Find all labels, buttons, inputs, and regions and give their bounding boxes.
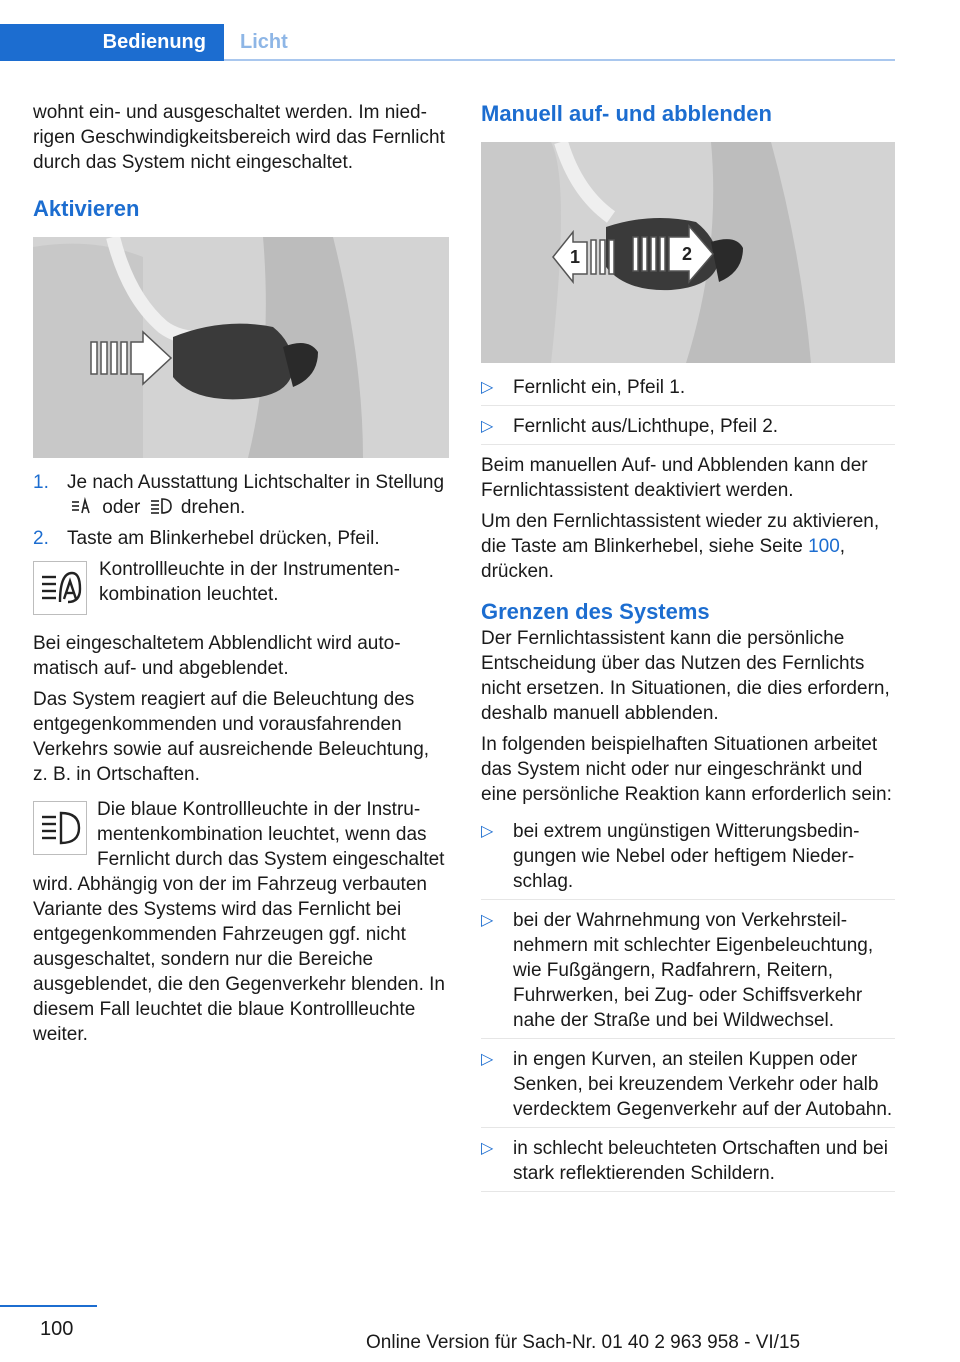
bullet-text: Fernlicht aus/Lichthupe, Pfeil 2. bbox=[513, 416, 779, 437]
bullet-text: Fernlicht ein, Pfeil 1. bbox=[513, 377, 686, 398]
indicator-box-auto bbox=[33, 561, 87, 615]
list-item bbox=[481, 819, 895, 900]
bullet-text: bei extrem ungünstigen Witterungsbedingungen wie Nebel oder heftigem Niederschlag. bbox=[513, 821, 860, 892]
footer-version-text: Online Version für Sach-Nr. 01 40 2 963 958 - VI/15 bbox=[366, 1332, 801, 1353]
paragraph-auto-dim: Bei eingeschaltetem Abblendlicht wird automatisch auf- und abgeblendet. bbox=[33, 633, 401, 679]
list-item bbox=[481, 1047, 895, 1128]
step-text-b: drehen. bbox=[180, 497, 246, 518]
triangle-bullet-icon: ▷ bbox=[481, 379, 494, 396]
bullet-text: in schlecht beleuchteten Ortschaften und bei stark reflektierenden Schildern. bbox=[513, 1138, 888, 1184]
figure-lever-push bbox=[33, 237, 449, 458]
intro-paragraph: wohnt ein- und ausgeschaltet werden. Im niedrigen Geschwindigkeitsbereich wird das Fernlicht durch das System nicht eingeschaltet. bbox=[33, 102, 445, 173]
note-text-1: Kontrollleuchte in der Instrumentenkombination leuchtet. bbox=[99, 559, 400, 605]
high-beam-assistant-icon bbox=[38, 569, 82, 607]
indicator-box-highbeam bbox=[33, 801, 87, 855]
triangle-bullet-icon: ▷ bbox=[481, 1051, 494, 1068]
bullet-text: bei der Wahrnehmung von Verkehrsteilnehmern mit schlechter Eigenbeleuchtung, wie Fußgängern, Radfahrern, Reitern, Fuhrwerken, bei Zug- oder Schiffsverkehr nahe der Straße und bei Wildwechsel. bbox=[513, 910, 874, 1031]
paragraph-situations: In folgenden beispielhaften Situationen arbeitet das System nicht oder nur eingeschränkt und eine persönliche Reaktion kann erforderlich sein: bbox=[481, 734, 892, 805]
page-number: 100 bbox=[40, 1318, 74, 1340]
tab-bedienung[interactable]: Bedienung bbox=[0, 24, 224, 61]
step-item-2 bbox=[33, 526, 449, 551]
triangle-bullet-icon: ▷ bbox=[481, 823, 494, 840]
reactivate-text-b: , drücken. bbox=[481, 536, 846, 582]
paragraph-limits: Der Fernlichtassistent kann die persönliche Entscheidung über das Nutzen des Fernlichts nicht ersetzen. In Situationen, die dies erfordern, deshalb manuell abblenden. bbox=[481, 628, 890, 724]
manual-bullets bbox=[481, 375, 895, 445]
heading-aktivieren: Aktivieren bbox=[33, 196, 140, 221]
footer-rule bbox=[0, 1305, 97, 1307]
step-number: 1. bbox=[33, 472, 49, 493]
figure-lever-arrows bbox=[481, 142, 895, 363]
tab-licht[interactable]: Licht bbox=[240, 31, 288, 53]
paragraph-system-reacts: Das System reagiert auf die Beleuchtung des entgegenkommenden und vorausfahrenden Verkehrs sowie auf ausreichende Beleuchtung, z. B. in Ortschaften. bbox=[33, 689, 430, 785]
activation-steps bbox=[33, 470, 449, 551]
triangle-bullet-icon: ▷ bbox=[481, 1140, 494, 1157]
left-column bbox=[33, 100, 449, 1053]
list-item bbox=[481, 908, 895, 1039]
arrow-label-2: 2 bbox=[682, 244, 693, 264]
reactivate-text-a: Um den Fernlichtassistent wieder zu aktivieren, die Taste am Blinkerhebel, siehe Seite bbox=[481, 511, 880, 557]
triangle-bullet-icon: ▷ bbox=[481, 418, 494, 435]
high-beam-indicator-icon bbox=[38, 809, 82, 847]
step-text-or: oder bbox=[102, 497, 141, 518]
note-block-1 bbox=[33, 557, 449, 619]
step-number: 2. bbox=[33, 528, 49, 549]
note-block-2 bbox=[33, 797, 449, 1047]
high-beam-icon bbox=[150, 497, 172, 515]
list-item bbox=[481, 375, 895, 406]
paragraph-manual-deactivate: Beim manuellen Auf- und Abblenden kann der Fernlichtassistent deaktiviert werden. bbox=[481, 455, 868, 501]
heading-limits: Grenzen des Systems bbox=[481, 599, 710, 624]
paragraph-reactivate bbox=[481, 509, 895, 584]
tab-underline bbox=[224, 59, 895, 61]
bullet-text: in engen Kurven, an steilen Kuppen oder Senken, bei kreuzendem Verkehr oder halb verdecktem Gegenverkehr auf der Autobahn. bbox=[513, 1049, 893, 1120]
list-item bbox=[481, 414, 895, 445]
note-text-2: Die blaue Kontrollleuchte in der Instrumentenkombination leuchtet, wenn das Fernlicht durch das System eingeschaltet wird. Abhängig von der im Fahrzeug verbauten Variante des Systems wird das Fernlicht bei entgegenkommenden Fahrzeugen ggf. nicht ausgeschaltet, sondern nur die Bereiche ausgeblendet, die den Gegenverkehr blenden. In diesem Fall leuchtet die blaue Kontrollleuchte weiter. bbox=[33, 799, 445, 1045]
step-item-1 bbox=[33, 470, 449, 520]
arrow-label-1: 1 bbox=[570, 247, 581, 267]
chapter-tabs bbox=[0, 24, 895, 61]
heading-manual: Manuell auf- und abblenden bbox=[481, 101, 772, 126]
triangle-bullet-icon: ▷ bbox=[481, 912, 494, 929]
list-item bbox=[481, 1136, 895, 1192]
limits-bullets bbox=[481, 819, 895, 1192]
right-column bbox=[481, 100, 895, 1200]
step-text: Taste am Blinkerhebel drücken, Pfeil. bbox=[67, 528, 380, 549]
page-link-100[interactable]: 100 bbox=[808, 536, 840, 557]
step-text-a: Je nach Ausstattung Lichtschalter in Stellung bbox=[67, 472, 445, 493]
auto-light-icon bbox=[71, 497, 93, 515]
